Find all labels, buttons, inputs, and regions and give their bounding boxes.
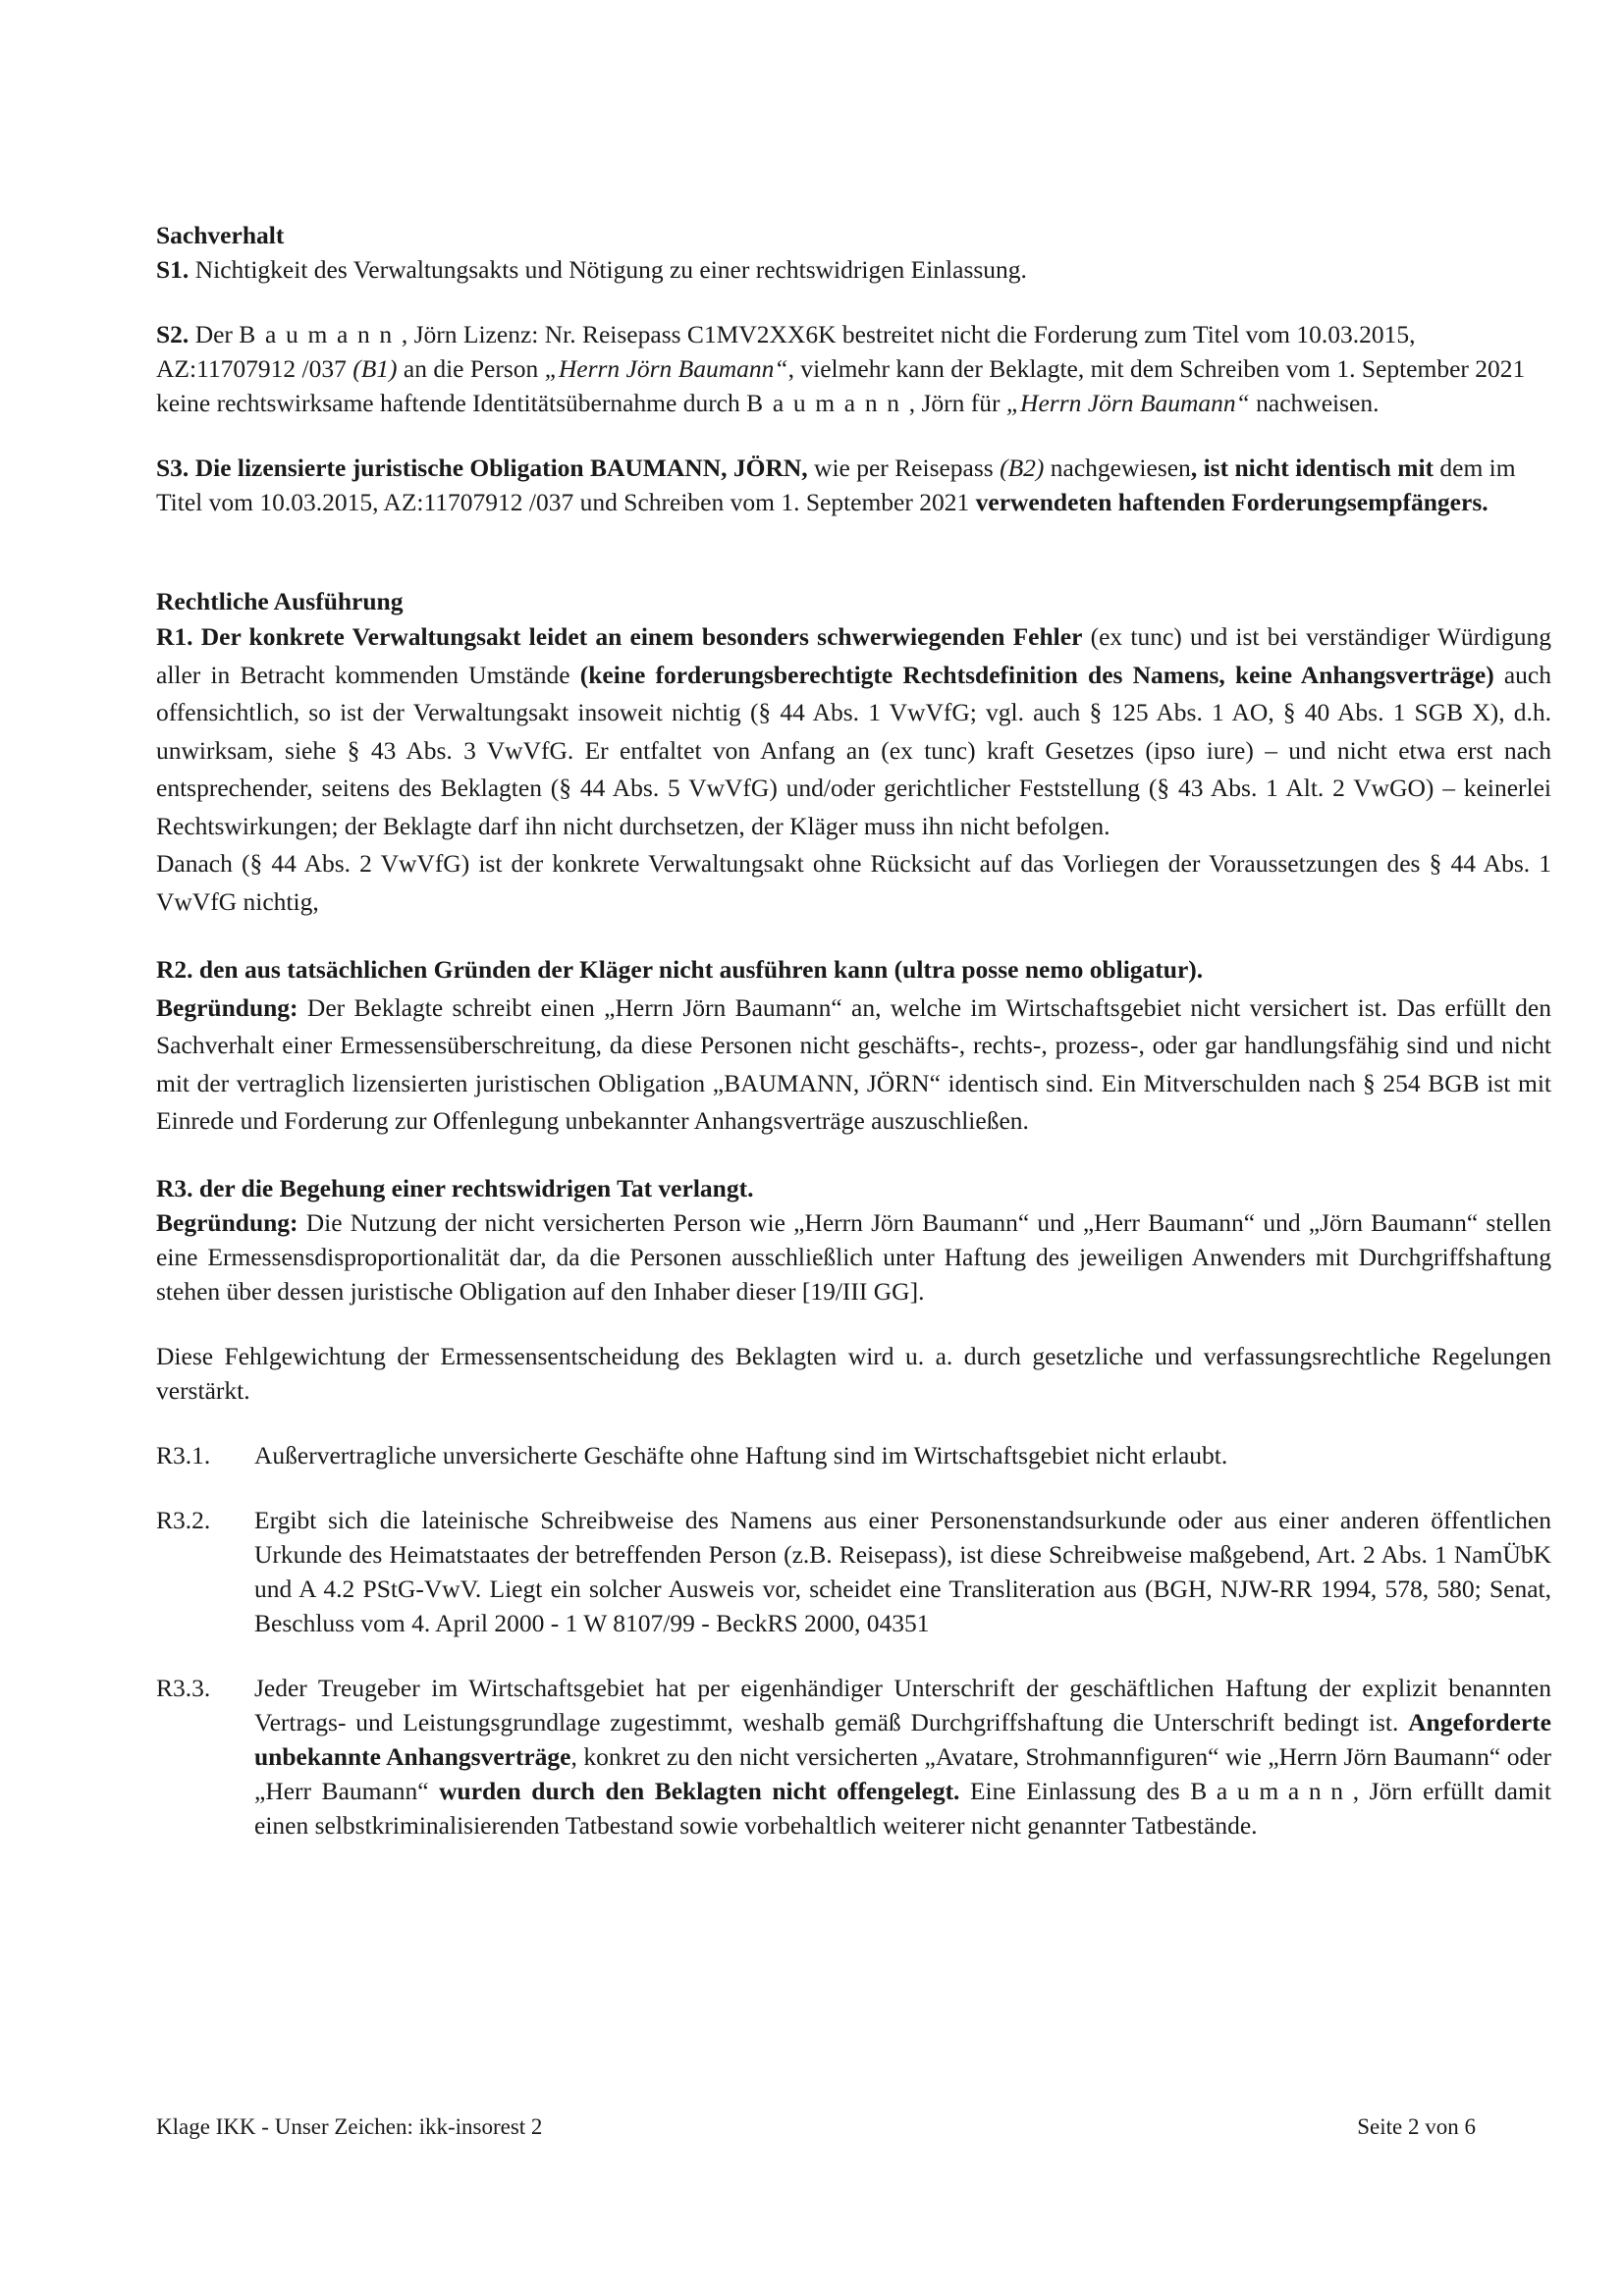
heading-r2: [156, 951, 1551, 989]
s3-bold-d: , ist nicht identisch mit: [1190, 454, 1435, 482]
paragraph-r3: [156, 1205, 1551, 1308]
list-item-r3-1: [156, 1438, 1551, 1472]
s2-person-2: „Herrn Jörn Baumann“: [1005, 389, 1250, 417]
r1-bold-2: (keine forderungsberechtigte Rechtsdefinition des Namens, keine Anhangsverträge): [579, 660, 1494, 689]
s3-bold-f: verwendeten haftenden Forderungsempfängers.: [975, 488, 1489, 516]
footer-reference: Klage IKK - Unser Zeichen: ikk-insorest 2: [156, 2114, 543, 2139]
paragraph-r1-danach: Danach (§ 44 Abs. 2 VwVfG) ist der konkrete Verwaltungsakt ohne Rücksicht auf das Vorliegen der Voraussetzungen des § 44 Abs. 1 VwVfG nichtig,: [156, 849, 1551, 916]
r1-bold: R1. Der konkrete Verwaltungsakt leidet an einem besonders schwerwiegenden Fehler: [156, 622, 1083, 651]
s3-text-e: dem im Titel vom 10.03.2015, AZ:11707912 /037 und Schreiben vom 1. September 2021: [156, 454, 1516, 516]
heading-rechtliche: [156, 584, 1551, 618]
s2-name-2: Baumann: [746, 389, 909, 417]
paragraph-s3: [156, 451, 1551, 519]
s3-bold-a: Die lizensierte juristische Obligation BAUMANN, JÖRN,: [189, 454, 808, 482]
paragraph-s2: [156, 317, 1551, 420]
s2-person-1: „Herrn Jörn Baumann“: [544, 354, 788, 383]
s2-label: S2.: [156, 320, 189, 348]
list-item-r3-2: [156, 1503, 1551, 1640]
s2-text-c: an die Person: [397, 354, 545, 383]
r33-text-a: Jeder Treugeber im Wirtschaftsgebiet hat per eigenhändiger Unterschrift der geschäftlichen Haftung der explizit benannten Vertrags- und Leistungsgrundlage zugestimmt, weshalb gemäß Durchgriffshaftung die Unterschrift bedingt ist.: [254, 1673, 1551, 1736]
r1-text-a: (ex tunc) und ist bei verständiger Würdigung aller in Betracht kommenden Umstände: [156, 622, 1551, 689]
s2-ref-b1: (B1): [352, 354, 398, 383]
s2-text-b: , Jörn Lizenz: Nr. Reisepass C1MV2XX6K bestreitet nicht die Forderung zum Titel vom 10.03.2015, AZ:11707912 /037: [156, 320, 1416, 383]
section-sachverhalt: [156, 218, 1551, 287]
r3-text: Die Nutzung der nicht versicherten Person wie „Herrn Jörn Baumann“ und „Herr Baumann“ und „Jörn Baumann“ stellen eine Ermessensdisproportionalität dar, da die Personen ausschließlich unter Haftung des jeweiligen Anwenders mit Durchgriffshaftung stehen über dessen juristische Obligation auf den Inhaber dieser [19/III GG].: [156, 1207, 1551, 1306]
r3-begruendung-label: Begründung:: [156, 1207, 298, 1237]
page-footer: [156, 2114, 1476, 2140]
s3-ref-b2: (B2): [1000, 454, 1045, 482]
s3-label: S3.: [156, 454, 189, 482]
s2-text-a: Der: [189, 320, 240, 348]
r1-text-b: auch offensichtlich, so ist der Verwaltungsakt insoweit nichtig (§ 44 Abs. 1 VwVfG; vgl. auch § 125 Abs. 1 AO, § 40 Abs. 1 SGB X), d.h. unwirksam, siehe § 43 Abs. 3 VwVfG. Er entfaltet von Anfang an (ex tunc) kraft Gesetzes (ipso iure) – und nicht etwa erst nach entsprechender, seitens des Beklagten (§ 44 Abs. 5 VwVfG) und/oder gerichtlicher Feststellung (§ 43 Abs. 1 Alt. 2 VwGO) – keinerlei Rechtswirkungen; der Beklagte darf ihn nicht durchsetzen, der Kläger muss ihn nicht befolgen.: [156, 660, 1551, 840]
r33-text-b: , konkret zu den nicht versicherten „Avatare, Strohmannfiguren“ wie „Herrn Jörn Baumann“ oder „Herr Baumann“: [254, 1741, 1552, 1805]
heading-sachverhalt: Sachverhalt: [156, 221, 285, 249]
r33-text-d: , Jörn erfüllt damit einen selbstkriminalisierenden Tatbestand sowie vorbehaltlich weiterer nicht genannter Tatbestände.: [254, 1776, 1551, 1840]
list-item-r3-3: [156, 1671, 1551, 1842]
r3-bold: R3. der die Begehung einer rechtswidrigen Tat verlangt.: [156, 1173, 754, 1202]
item-number: R3.2.: [156, 1505, 211, 1534]
r2-bold: R2. den aus tatsächlichen Gründen der Kläger nicht ausführen kann (ultra posse nemo obligatur).: [156, 955, 1204, 984]
s1-label: S1.: [156, 255, 189, 284]
r2-text: Der Beklagte schreibt einen „Herrn Jörn Baumann“ an, welche im Wirtschaftsgebiet nicht versichert ist. Das erfüllt den Sachverhalt einer Ermessensüberschreitung, da diese Personen nicht geschäfts-, rechts-, prozess-, oder gar handlungsfähig sind und nicht mit der vertraglich lizensierten juristischen Obligation „BAUMANN, JÖRN“ identisch sind. Ein Mitverschulden nach § 254 BGB ist mit Einrede und Forderung zur Offenlegung unbekannter Anhangsverträge auszuschließen.: [156, 992, 1551, 1135]
s2-text-f: nachweisen.: [1249, 389, 1380, 417]
s2-name-1: Baumann: [239, 320, 402, 348]
r33-bold-1: Angeforderte unbekannte Anhangsverträge: [254, 1707, 1551, 1771]
item-text: Ergibt sich die lateinische Schreibweise des Namens aus einer Personenstandsurkunde oder aus einer anderen öffentlichen Urkunde des Heimatstaates der betreffenden Person (z.B. Reisepass), ist diese Schreibweise maßgebend, Art. 2 Abs. 1 NamÜbK und A 4.2 PStG-VwV. Liegt ein solcher Ausweis vor, scheidet eine Transliteration aus (BGH, NJW-RR 1994, 578, 580; Senat, Beschluss vom 4. April 2000 - 1 W 8107/99 - BeckRS 2000, 04351: [254, 1505, 1551, 1637]
item-number: R3.1.: [156, 1440, 211, 1469]
r33-name: Baumann: [1190, 1776, 1353, 1805]
s2-text-d: , vielmehr kann der Beklagte, mit dem Schreiben vom 1. September 2021 keine rechtswirksame haftende Identitätsübernahme durch: [156, 354, 1526, 417]
footer-page-number: Seite 2 von 6: [1357, 2114, 1476, 2139]
item-text: [254, 1671, 1551, 1842]
item-number: R3.3.: [156, 1673, 211, 1702]
paragraph-fehlgewichtung: Diese Fehlgewichtung der Ermessensentscheidung des Beklagten wird u. a. durch gesetzliche und verfassungsrechtliche Regelungen verstärkt.: [156, 1341, 1551, 1405]
r2-begruendung-label: Begründung:: [156, 992, 298, 1022]
item-text: Außervertragliche unversicherte Geschäfte ohne Haftung sind im Wirtschaftsgebiet nicht erlaubt.: [254, 1440, 1228, 1469]
heading-rechtliche-text: Rechtliche Ausführung: [156, 587, 404, 615]
s3-text-c: nachgewiesen: [1044, 454, 1191, 482]
heading-r3: [156, 1171, 1551, 1205]
s2-text-e: , Jörn für: [908, 389, 1006, 417]
document-page: [156, 218, 1551, 1842]
r33-text-c: Eine Einlassung des: [959, 1776, 1191, 1805]
paragraph-r2: [156, 989, 1551, 1141]
s1-text: Nichtigkeit des Verwaltungsakts und Nötigung zu einer rechtswidrigen Einlassung.: [189, 255, 1027, 284]
s3-text-b: wie per Reisepass: [807, 454, 1001, 482]
paragraph-r1: [156, 618, 1551, 845]
r33-bold-2: wurden durch den Beklagten nicht offengelegt.: [439, 1776, 960, 1805]
